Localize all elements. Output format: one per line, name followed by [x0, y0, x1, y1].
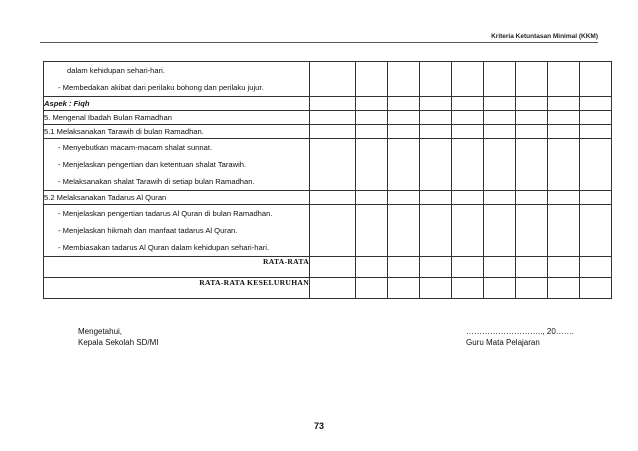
score-cell	[420, 139, 452, 191]
average-label: RATA-RATA	[44, 257, 310, 278]
indicator-row-continuation-description	[44, 62, 310, 97]
score-cell	[580, 257, 612, 278]
score-cell	[356, 139, 388, 191]
score-cell	[420, 257, 452, 278]
score-cell	[310, 278, 356, 299]
score-cell	[452, 139, 484, 191]
score-cell	[548, 139, 580, 191]
score-cell	[388, 139, 420, 191]
score-cell	[310, 62, 356, 97]
indicator-row	[44, 139, 612, 191]
score-cell	[310, 191, 356, 205]
score-cell	[388, 205, 420, 257]
score-cell	[388, 111, 420, 125]
teacher-title: Guru Mata Pelajaran	[466, 338, 540, 347]
score-cell	[452, 205, 484, 257]
score-cell	[420, 97, 452, 111]
score-cell	[516, 257, 548, 278]
indicator-text: - Menjelaskan pengertian dan ketentuan shalat Tarawih.	[58, 160, 247, 169]
score-cell	[452, 191, 484, 205]
score-cell	[420, 205, 452, 257]
aspect-row-description	[44, 97, 310, 111]
score-cell	[484, 278, 516, 299]
score-cell	[548, 125, 580, 139]
score-cell	[388, 125, 420, 139]
score-cell	[548, 62, 580, 97]
score-cell	[516, 191, 548, 205]
score-cell	[548, 257, 580, 278]
indicator-text: - Membiasakan tadarus Al Quran dalam kehidupan sehari-hari.	[58, 243, 270, 252]
competency-heading: 5. Mengenal Ibadah Bulan Ramadhan	[44, 113, 172, 122]
score-cell	[388, 278, 420, 299]
score-cell	[580, 111, 612, 125]
principal-title: Kepala Sekolah SD/MI	[78, 338, 159, 347]
score-cell	[388, 97, 420, 111]
score-cell	[356, 191, 388, 205]
score-cell	[388, 191, 420, 205]
score-cell	[484, 257, 516, 278]
subcompetency-title: 5.2 Melaksanakan Tadarus Al Quran	[44, 193, 167, 202]
header-divider	[40, 42, 598, 43]
score-cell	[580, 62, 612, 97]
score-cell	[356, 62, 388, 97]
score-cell	[388, 257, 420, 278]
indicator-text: - Menjelaskan hikmah dan manfaat tadarus Al Quran.	[58, 226, 238, 235]
score-cell	[548, 205, 580, 257]
indicator-text: - Menyebutkan macam-macam shalat sunnat.	[58, 143, 213, 152]
overall-average-label: RATA-RATA KESELURUHAN	[44, 278, 310, 299]
score-cell	[452, 278, 484, 299]
score-cell	[310, 139, 356, 191]
score-cell	[356, 111, 388, 125]
score-cell	[580, 125, 612, 139]
score-cell	[516, 111, 548, 125]
score-cell	[310, 125, 356, 139]
score-cell	[356, 257, 388, 278]
score-cell	[388, 62, 420, 97]
score-cell	[516, 205, 548, 257]
score-cell	[310, 111, 356, 125]
subcompetency-row	[44, 191, 612, 205]
score-cell	[516, 125, 548, 139]
indicator-row-description	[44, 205, 310, 257]
score-cell	[516, 139, 548, 191]
topic-row	[44, 111, 612, 125]
score-cell	[484, 97, 516, 111]
score-cell	[548, 191, 580, 205]
score-cell	[420, 125, 452, 139]
score-cell	[452, 97, 484, 111]
score-cell	[484, 111, 516, 125]
assessment-table	[43, 61, 612, 299]
score-cell	[516, 278, 548, 299]
indicator-row	[44, 205, 612, 257]
score-cell	[452, 111, 484, 125]
aspect-row	[44, 97, 612, 111]
score-cell	[484, 205, 516, 257]
score-cell	[484, 191, 516, 205]
score-cell	[580, 139, 612, 191]
score-cell	[548, 278, 580, 299]
score-cell	[452, 125, 484, 139]
indicator-text: dalam kehidupan sehari-hari.	[67, 66, 165, 75]
score-cell	[580, 97, 612, 111]
score-cell	[484, 125, 516, 139]
aspect-heading: Aspek : Fiqh	[44, 99, 90, 108]
principal-signature-block	[78, 326, 159, 348]
score-cell	[310, 205, 356, 257]
score-cell	[356, 97, 388, 111]
score-cell	[356, 278, 388, 299]
score-cell	[516, 97, 548, 111]
score-cell	[548, 111, 580, 125]
score-cell	[420, 278, 452, 299]
subcompetency-row-description	[44, 125, 310, 139]
score-cell	[516, 62, 548, 97]
place-date-line: ……………………….., 20…….	[466, 327, 575, 336]
average-row	[44, 257, 612, 278]
score-cell	[452, 62, 484, 97]
topic-row-description	[44, 111, 310, 125]
document-header-title: Kriteria Ketuntasan Minimal (KKM)	[491, 33, 598, 40]
score-cell	[580, 205, 612, 257]
score-cell	[452, 257, 484, 278]
subcompetency-row	[44, 125, 612, 139]
score-cell	[356, 125, 388, 139]
score-cell	[310, 257, 356, 278]
score-cell	[580, 191, 612, 205]
score-cell	[484, 139, 516, 191]
score-cell	[580, 278, 612, 299]
score-cell	[420, 191, 452, 205]
teacher-signature-block	[466, 326, 574, 348]
indicator-row-description	[44, 139, 310, 191]
score-cell	[420, 62, 452, 97]
page-number: 73	[313, 421, 324, 431]
score-cell	[548, 97, 580, 111]
score-cell	[310, 97, 356, 111]
subcompetency-row-description	[44, 191, 310, 205]
score-cell	[420, 111, 452, 125]
indicator-text: - Melaksanakan shalat Tarawih di setiap bulan Ramadhan.	[58, 177, 255, 186]
overall-average-row	[44, 278, 612, 299]
acknowledged-label: Mengetahui,	[78, 327, 123, 336]
score-cell	[484, 62, 516, 97]
subcompetency-title: 5.1 Melaksanakan Tarawih di bulan Ramadhan.	[44, 127, 204, 136]
indicator-text: - Membedakan akibat dari perilaku bohong dan perilaku jujur.	[58, 83, 264, 92]
score-cell	[356, 205, 388, 257]
indicator-row-continuation	[44, 62, 612, 97]
indicator-text: - Menjelaskan pengertian tadarus Al Quran di bulan Ramadhan.	[58, 209, 273, 218]
